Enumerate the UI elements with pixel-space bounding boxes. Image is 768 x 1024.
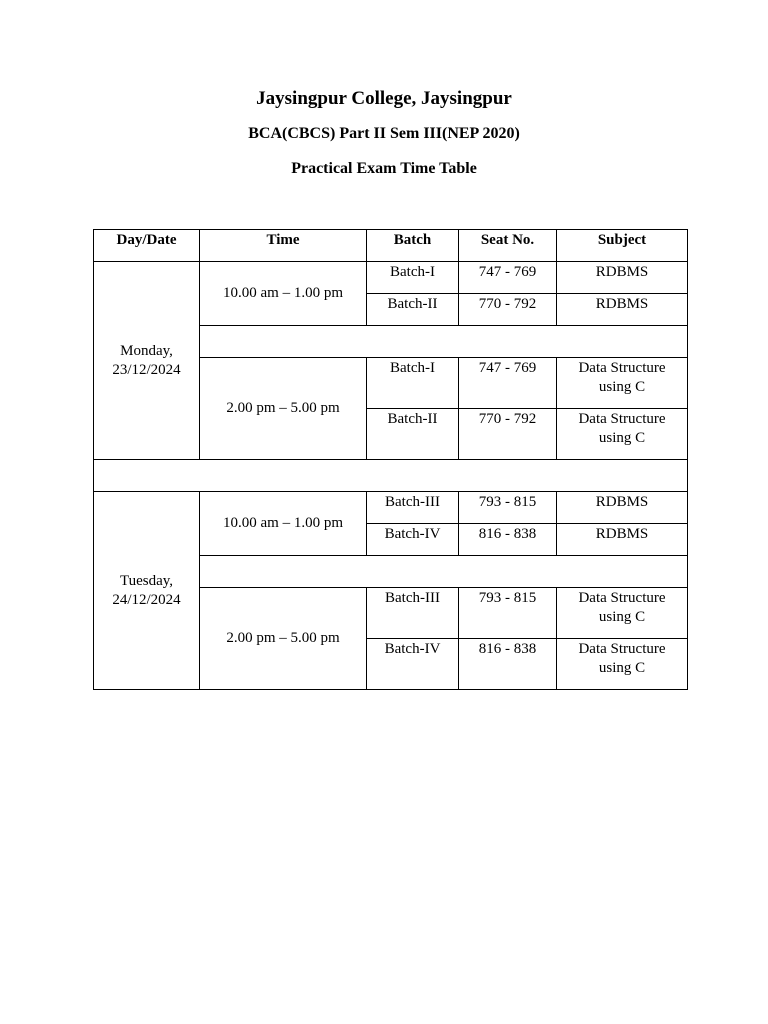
subject-cell — [557, 294, 688, 326]
day-date-cell — [94, 262, 200, 460]
document-title: Practical Exam Time Table — [291, 160, 477, 177]
subject-line: RDBMS — [595, 526, 649, 542]
subject-cell — [557, 492, 688, 524]
subject-line: using C — [598, 430, 646, 446]
batch-cell: Batch-II — [367, 409, 459, 460]
seat-no-cell: 770 - 792 — [459, 409, 557, 460]
subject-line: using C — [598, 660, 646, 676]
table-row — [94, 262, 688, 294]
batch-cell: Batch-III — [367, 492, 459, 524]
subject-line: Data Structure — [578, 360, 666, 376]
column-header-subject: Subject — [557, 230, 688, 262]
subject-cell — [557, 639, 688, 690]
batch-cell: Batch-IV — [367, 639, 459, 690]
batch-cell: Batch-IV — [367, 524, 459, 556]
time-cell: 2.00 pm – 5.00 pm — [200, 588, 367, 690]
subject-cell — [557, 262, 688, 294]
batch-cell: Batch-III — [367, 588, 459, 639]
subject-cell — [557, 409, 688, 460]
subject-line: RDBMS — [595, 494, 649, 510]
seat-no-cell: 793 - 815 — [459, 492, 557, 524]
time-cell: 10.00 am – 1.00 pm — [200, 262, 367, 326]
time-cell: 2.00 pm – 5.00 pm — [200, 358, 367, 460]
batch-cell: Batch-I — [367, 358, 459, 409]
batch-cell: Batch-I — [367, 262, 459, 294]
batch-cell: Batch-II — [367, 294, 459, 326]
date-label: 24/12/2024 — [112, 591, 181, 608]
column-header-seat-no: Seat No. — [459, 230, 557, 262]
subject-line: Data Structure — [578, 641, 666, 657]
subject-line: RDBMS — [595, 264, 649, 280]
day-date-cell — [94, 492, 200, 690]
column-header-time: Time — [200, 230, 367, 262]
column-header-day-date: Day/Date — [94, 230, 200, 262]
date-label: 23/12/2024 — [112, 361, 181, 378]
subject-cell — [557, 358, 688, 409]
seat-no-cell: 793 - 815 — [459, 588, 557, 639]
seat-no-cell: 747 - 769 — [459, 262, 557, 294]
spacer-row — [94, 460, 688, 492]
subject-line: using C — [598, 609, 646, 625]
subject-cell — [557, 524, 688, 556]
college-name: Jaysingpur College, Jaysingpur — [256, 88, 512, 109]
subject-line: RDBMS — [595, 296, 649, 312]
exam-timetable — [93, 229, 688, 690]
spacer-cell — [94, 460, 688, 492]
subject-line: Data Structure — [578, 411, 666, 427]
table-header-row — [94, 230, 688, 262]
spacer-cell — [200, 556, 688, 588]
seat-no-cell: 770 - 792 — [459, 294, 557, 326]
subject-line: Data Structure — [578, 590, 666, 606]
day-label: Monday, — [120, 342, 173, 359]
seat-no-cell: 816 - 838 — [459, 639, 557, 690]
time-cell: 10.00 am – 1.00 pm — [200, 492, 367, 556]
subject-line: using C — [598, 379, 646, 395]
column-header-batch: Batch — [367, 230, 459, 262]
course-title: BCA(CBCS) Part II Sem III(NEP 2020) — [248, 125, 520, 142]
spacer-cell — [200, 326, 688, 358]
seat-no-cell: 816 - 838 — [459, 524, 557, 556]
day-label: Tuesday, — [119, 572, 174, 589]
seat-no-cell: 747 - 769 — [459, 358, 557, 409]
table-row — [94, 492, 688, 524]
subject-cell — [557, 588, 688, 639]
